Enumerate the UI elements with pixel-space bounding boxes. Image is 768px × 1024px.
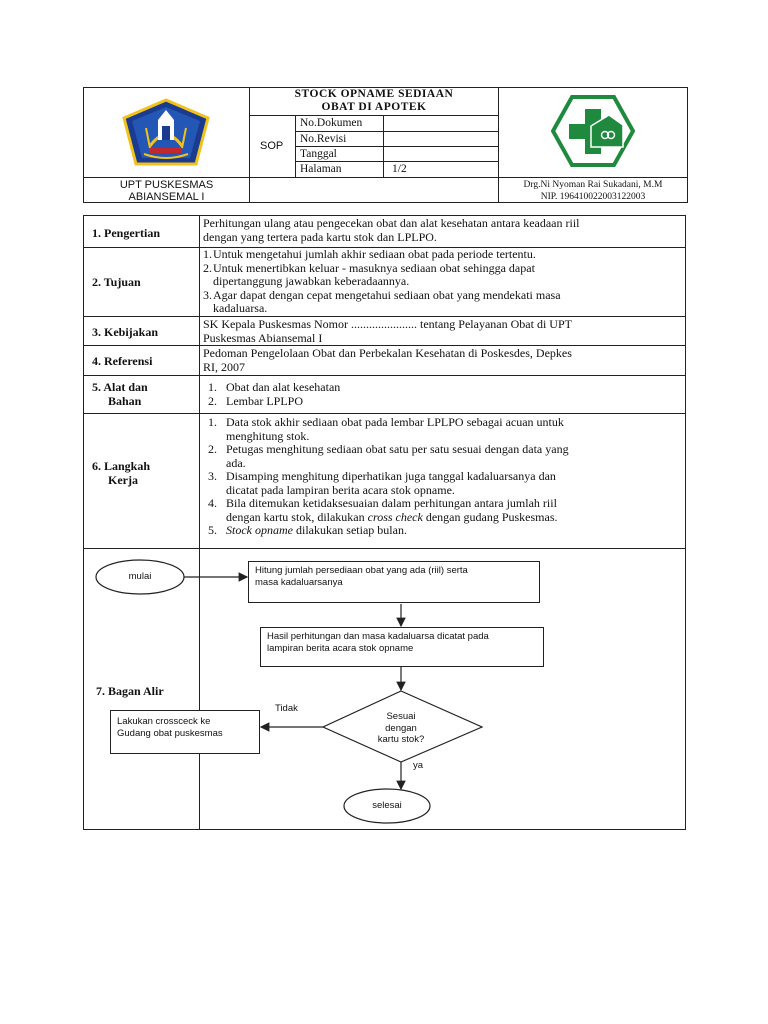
tujuan-item — [203, 289, 677, 316]
tujuan-item-1-line-1: Untuk mengetahui jumlah akhir sediaan obat pada periode tertentu. — [213, 247, 536, 261]
alat-item-text: Obat dan alat kesehatan — [226, 380, 341, 394]
langkah-1-line-1: Data stok akhir sediaan obat pada lembar LPLPO sebagai acuan untuk — [226, 415, 564, 429]
langkah-item — [208, 524, 678, 538]
alat-item — [208, 381, 678, 395]
flow-start-label: mulai — [128, 571, 152, 582]
decision-line-1: Sesuai — [386, 711, 416, 722]
puskesmas-logo — [551, 95, 635, 167]
langkah-5-line-1 — [226, 524, 678, 538]
field-label-halaman: Halaman — [300, 163, 342, 175]
government-crest-logo — [120, 98, 212, 170]
referensi-line-2: RI, 2007 — [203, 359, 245, 374]
langkah-5-emphasis: Stock opname — [226, 523, 293, 537]
flow-end-label: selesai — [372, 800, 402, 811]
sop-label: SOP — [260, 140, 284, 152]
document-title — [250, 89, 498, 115]
list-langkah-kerja — [208, 416, 678, 538]
kebijakan-line-2: Puskesmas Abiansemal I — [203, 330, 323, 345]
alat-item-number: 2. — [208, 393, 217, 408]
tujuan-item-number: 2. — [203, 260, 212, 275]
decision-line-2: dengan — [385, 722, 417, 734]
title-line-1: STOCK OPNAME SEDIAAN — [294, 88, 454, 100]
org-line-2: ABIANSEMAL I — [128, 190, 205, 203]
field-value-halaman: 1/2 — [392, 163, 407, 175]
flowchart — [84, 549, 685, 829]
label-bagan-alir: 7. Bagan Alir — [96, 684, 164, 698]
signer-block — [499, 180, 687, 203]
langkah-4-line-2 — [226, 511, 678, 525]
langkah-item — [208, 497, 678, 524]
tujuan-item-number: 3. — [203, 287, 212, 302]
langkah-item — [208, 416, 678, 443]
langkah-2-line-1: Petugas menghitung sediaan obat satu per satu sesuai dengan data yang — [226, 442, 569, 456]
langkah-3-line-1: Disamping menghitung diperhatikan juga tanggal kadaluarsanya dan — [226, 469, 556, 483]
label-referensi: 4. Referensi — [92, 354, 153, 368]
langkah-item-number: 4. — [208, 496, 217, 510]
label-kebijakan: 3. Kebijakan — [92, 325, 159, 339]
alat-item — [208, 395, 678, 409]
flow-decision-label — [356, 711, 446, 746]
alat-label-line-1: 5. Alat dan — [92, 380, 148, 394]
label-alat-bahan — [92, 380, 148, 408]
text-kebijakan — [203, 318, 677, 345]
langkah-item — [208, 470, 678, 497]
text-pengertian — [203, 217, 677, 244]
pengertian-line-1: Perhitungan ulang atau pengecekan obat dan alat kesehatan antara keadaan riil — [203, 216, 580, 230]
step2-line-1: Hasil perhitungan dan masa kadaluarsa dicatat pada — [267, 631, 489, 642]
tujuan-item — [203, 248, 677, 262]
langkah-2-line-2: ada. — [226, 455, 246, 470]
label-langkah-kerja — [92, 459, 150, 487]
tujuan-item-2-line-1: Untuk menertibkan keluar - masuknya sediaan obat sehingga dapat — [213, 260, 535, 275]
step2-line-2: lampiran berita acara stok opname — [267, 643, 414, 654]
alat-item-number: 1. — [208, 380, 217, 394]
label-tujuan: 2. Tujuan — [92, 275, 141, 289]
text-referensi — [203, 347, 677, 374]
langkah-4-text: dengan kartu stok, dilakukan — [226, 509, 368, 524]
list-alat-bahan — [208, 381, 678, 408]
field-label-no-dokumen: No.Dokumen — [300, 117, 363, 129]
tujuan-item-number: 1. — [203, 247, 212, 261]
langkah-item-number: 5. — [208, 523, 217, 537]
langkah-5-text: dilakukan setiap bulan. — [292, 523, 407, 537]
flow-step-record — [260, 627, 544, 667]
langkah-1-line-2: menghitung stok. — [226, 428, 310, 443]
langkah-item — [208, 443, 678, 470]
langkah-label-line-1: 6. Langkah — [92, 459, 151, 473]
field-label-tanggal: Tanggal — [300, 148, 337, 160]
label-pengertian: 1. Pengertian — [92, 226, 160, 240]
step1-line-2: masa kadaluarsanya — [255, 577, 343, 588]
title-line-2: OBAT DI APOTEK — [321, 101, 427, 113]
flow-no-label: Tidak — [275, 703, 298, 714]
alat-item-text: Lembar LPLPO — [226, 393, 303, 408]
tujuan-item — [203, 262, 677, 289]
step1-line-1: Hitung jumlah persediaan obat yang ada (riil) serta — [255, 565, 468, 576]
kebijakan-line-1: SK Kepala Puskesmas Nomor ...................... tentang Pelayanan Obat di UPT — [203, 317, 572, 331]
flow-step-count — [248, 561, 540, 603]
crosscheck-line-2: Gudang obat puskesmas — [117, 728, 223, 739]
list-tujuan — [203, 248, 677, 316]
field-label-no-revisi: No.Revisi — [300, 133, 347, 145]
signer-name: Drg.Ni Nyoman Rai Sukadani, M.M — [523, 180, 663, 190]
referensi-line-1: Pedoman Pengelolaan Obat dan Perbekalan Kesehatan di Poskesdes, Depkes — [203, 346, 572, 360]
alat-label-line-2: Bahan — [108, 394, 142, 408]
langkah-label-line-2: Kerja — [108, 473, 138, 487]
langkah-4-text-end: dengan gudang Puskesmas. — [422, 509, 558, 524]
org-name — [84, 180, 249, 203]
flow-step-crosscheck — [110, 710, 260, 754]
flow-yes-label: ya — [413, 760, 424, 771]
org-line-1: UPT PUSKESMAS — [119, 179, 214, 191]
langkah-3-line-2: dicatat pada lampiran berita acara stok opname. — [226, 482, 455, 497]
tujuan-item-3-line-2: kadaluarsa. — [213, 301, 268, 315]
langkah-item-number: 1. — [208, 415, 217, 429]
langkah-4-emphasis: cross check — [367, 509, 423, 524]
crosscheck-line-1: Lakukan crossceck ke — [117, 716, 211, 727]
langkah-item-number: 2. — [208, 442, 217, 456]
pengertian-line-2: dengan yang tertera pada kartu stok dan LPLPO. — [203, 229, 437, 244]
tujuan-item-3-line-1: Agar dapat dengan cepat mengetahui sediaan obat yang mendekati masa — [213, 287, 561, 302]
decision-line-3: kartu stok? — [377, 734, 425, 745]
langkah-item-number: 3. — [208, 469, 217, 483]
signer-nip: NIP. 196410022003122003 — [540, 191, 646, 202]
tujuan-item-2-line-2: dipertanggung jawabkan keberadaannya. — [213, 274, 410, 288]
langkah-4-line-1: Bila ditemukan ketidaksesuaian dalam perhitungan antara jumlah riil — [226, 496, 557, 510]
